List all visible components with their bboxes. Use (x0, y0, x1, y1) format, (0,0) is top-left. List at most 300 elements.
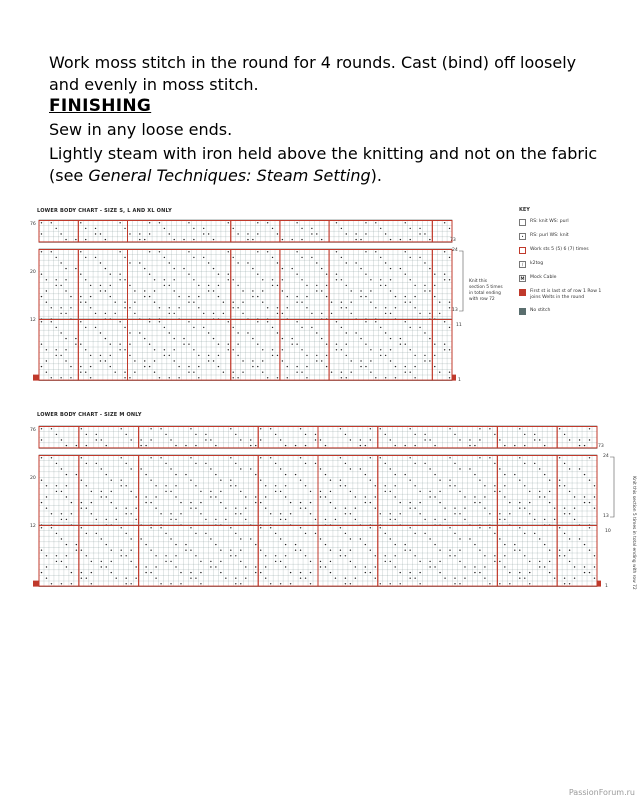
purl-dot (154, 360, 155, 361)
purl-dot (210, 566, 211, 567)
purl-dot (178, 296, 179, 297)
purl-dot (544, 566, 545, 567)
purl-dot (203, 233, 204, 234)
purl-dot (444, 578, 445, 579)
purl-dot (395, 445, 396, 446)
purl-dot (91, 513, 92, 514)
purl-dot (91, 561, 92, 562)
purl-dot (255, 566, 256, 567)
purl-dot (414, 508, 415, 509)
purl-dot (150, 480, 151, 481)
purl-dot (305, 434, 306, 435)
purl-dot (350, 468, 351, 469)
first-stitch-icon (519, 289, 526, 296)
purl-dot (225, 578, 226, 579)
purl-dot (46, 508, 47, 509)
chart-section (39, 249, 452, 322)
purl-dot (449, 228, 450, 229)
purl-dot (594, 485, 595, 486)
purl-dot (434, 355, 435, 356)
purl-dot (345, 555, 346, 556)
purl-dot (159, 321, 160, 322)
purl-dot (260, 457, 261, 458)
purl-dot (594, 496, 595, 497)
purl-dot (215, 496, 216, 497)
purl-dot (218, 274, 219, 275)
purl-dot (584, 496, 585, 497)
purl-dot (509, 572, 510, 573)
purl-dot (400, 268, 401, 269)
purl-dot (149, 321, 150, 322)
purl-dot (277, 313, 278, 314)
purl-dot (390, 279, 391, 280)
purl-dot (159, 377, 160, 378)
watermark: PassionForum.ru (568, 788, 635, 797)
purl-dot (390, 313, 391, 314)
purl-dot (494, 561, 495, 562)
purl-dot (280, 513, 281, 514)
purl-dot (240, 468, 241, 469)
purl-dot (290, 513, 291, 514)
purl-dot (316, 355, 317, 356)
purl-dot (139, 332, 140, 333)
chart2-row-13: 13 (603, 514, 609, 519)
purl-dot (449, 327, 450, 328)
purl-dot (594, 555, 595, 556)
purl-dot (429, 468, 430, 469)
purl-dot (237, 307, 238, 308)
purl-dot (51, 527, 52, 528)
purl-dot (169, 307, 170, 308)
purl-dot (60, 377, 61, 378)
purl-dot (479, 480, 480, 481)
chart1-title: LOWER BODY CHART - SIZE S, L AND XL ONLY (37, 208, 172, 214)
purl-dot (464, 496, 465, 497)
purl-dot (449, 550, 450, 551)
purl-dot (544, 496, 545, 497)
purl-dot (429, 566, 430, 567)
purl-dot (424, 519, 425, 520)
purl-dot (365, 274, 366, 275)
purl-dot (169, 355, 170, 356)
purl-dot (119, 279, 120, 280)
purl-dot (111, 561, 112, 562)
purl-dot (414, 355, 415, 356)
purl-dot (130, 583, 131, 584)
purl-dot (584, 572, 585, 573)
purl-dot (41, 251, 42, 252)
purl-dot (223, 313, 224, 314)
purl-dot (247, 233, 248, 234)
purl-dot (494, 555, 495, 556)
purl-dot (409, 508, 410, 509)
purl-dot (504, 555, 505, 556)
purl-dot (105, 268, 106, 269)
mock-cable-icon: M (520, 276, 525, 281)
purl-dot (434, 519, 435, 520)
purl-dot (400, 513, 401, 514)
purl-dot (444, 508, 445, 509)
purl-dot (395, 296, 396, 297)
purl-dot (355, 578, 356, 579)
purl-dot (410, 239, 411, 240)
purl-dot (265, 508, 266, 509)
purl-dot (414, 366, 415, 367)
purl-dot (121, 457, 122, 458)
purl-dot (237, 332, 238, 333)
purl-dot (65, 349, 66, 350)
purl-dot (190, 572, 191, 573)
purl-dot (579, 468, 580, 469)
purl-dot (434, 274, 435, 275)
purl-dot (449, 527, 450, 528)
purl-dot (524, 578, 525, 579)
purl-dot (145, 502, 146, 503)
purl-dot (237, 344, 238, 345)
purl-dot (449, 555, 450, 556)
purl-dot (242, 360, 243, 361)
purl-dot (61, 538, 62, 539)
purl-dot (320, 538, 321, 539)
purl-dot (233, 327, 234, 328)
purl-dot (240, 550, 241, 551)
purl-dot (46, 290, 47, 291)
purl-dot (564, 583, 565, 584)
purl-dot (170, 583, 171, 584)
purl-dot (235, 578, 236, 579)
purl-dot (85, 228, 86, 229)
purl-dot (195, 463, 196, 464)
purl-dot (115, 313, 116, 314)
purl-dot (60, 262, 61, 263)
purl-dot (469, 538, 470, 539)
purl-dot (277, 233, 278, 234)
purl-dot (385, 285, 386, 286)
purl-dot (81, 527, 82, 528)
purl-dot (228, 321, 229, 322)
purl-dot (310, 502, 311, 503)
purl-dot (351, 302, 352, 303)
purl-dot (296, 344, 297, 345)
purl-dot (145, 572, 146, 573)
purl-dot (479, 502, 480, 503)
first-stitch-marker (33, 581, 39, 587)
purl-dot (579, 445, 580, 446)
purl-dot (56, 355, 57, 356)
purl-dot (395, 307, 396, 308)
purl-dot (265, 578, 266, 579)
purl-dot (449, 372, 450, 373)
purl-dot (296, 251, 297, 252)
purl-dot (424, 355, 425, 356)
purl-dot (252, 360, 253, 361)
purl-dot (459, 561, 460, 562)
purl-dot (85, 239, 86, 240)
purl-dot (267, 222, 268, 223)
purl-dot (262, 349, 263, 350)
purl-dot (140, 439, 141, 440)
purl-dot (439, 491, 440, 492)
purl-dot (169, 377, 170, 378)
purl-dot (380, 527, 381, 528)
purl-dot (355, 496, 356, 497)
purl-dot (519, 480, 520, 481)
purl-dot (265, 555, 266, 556)
purl-dot (252, 296, 253, 297)
purl-dot (213, 268, 214, 269)
purl-dot (144, 366, 145, 367)
purl-dot (150, 572, 151, 573)
purl-dot (90, 296, 91, 297)
purl-dot (311, 257, 312, 258)
purl-dot (479, 439, 480, 440)
purl-dot (305, 578, 306, 579)
purl-dot (429, 290, 430, 291)
purl-dot (549, 502, 550, 503)
purl-dot (340, 457, 341, 458)
purl-dot (41, 572, 42, 573)
key-label: First st is last st of row 1 Row 1 joins Welts in the round (530, 289, 602, 300)
purl-dot (360, 538, 361, 539)
purl-dot (183, 338, 184, 339)
purl-dot (155, 496, 156, 497)
purl-dot (96, 519, 97, 520)
purl-dot (345, 513, 346, 514)
purl-dot (111, 491, 112, 492)
purl-dot (529, 583, 530, 584)
purl-dot (41, 439, 42, 440)
purl-dot (111, 572, 112, 573)
purl-dot (564, 508, 565, 509)
purl-dot (380, 355, 381, 356)
purl-dot (504, 445, 505, 446)
purl-dot (260, 428, 261, 429)
purl-dot (385, 332, 386, 333)
purl-dot (66, 485, 67, 486)
purl-dot (188, 321, 189, 322)
purl-dot (185, 544, 186, 545)
chart1-row-24: 24 (452, 248, 458, 253)
key-label: No stitch (530, 308, 551, 313)
purl-dot (80, 296, 81, 297)
chart2-repeat-bracket (609, 456, 617, 518)
purl-dot (454, 513, 455, 514)
purl-dot (375, 251, 376, 252)
purl-dot (169, 313, 170, 314)
purl-dot (225, 508, 226, 509)
purl-dot (155, 555, 156, 556)
purl-dot (295, 544, 296, 545)
purl-dot (119, 251, 120, 252)
purl-dot (188, 366, 189, 367)
purl-dot (41, 502, 42, 503)
purl-dot (569, 538, 570, 539)
purl-dot (90, 366, 91, 367)
purl-dot (429, 313, 430, 314)
purl-dot (185, 474, 186, 475)
steam-text-2: ). (370, 166, 382, 185)
purl-dot (285, 555, 286, 556)
purl-dot (203, 313, 204, 314)
purl-dot (370, 457, 371, 458)
purl-dot (193, 228, 194, 229)
purl-dot (370, 550, 371, 551)
purl-dot (355, 262, 356, 263)
purl-dot (280, 538, 281, 539)
purl-dot (233, 372, 234, 373)
purl-dot (170, 513, 171, 514)
purl-dot (414, 445, 415, 446)
purl-dot (449, 257, 450, 258)
purl-dot (262, 360, 263, 361)
purl-dot (129, 332, 130, 333)
purl-dot (70, 377, 71, 378)
purl-dot (305, 508, 306, 509)
purl-dot (350, 550, 351, 551)
purl-dot (145, 474, 146, 475)
purl-dot (300, 550, 301, 551)
purl-dot (285, 485, 286, 486)
purl-dot (350, 513, 351, 514)
purl-dot (41, 550, 42, 551)
purl-dot (330, 550, 331, 551)
purl-dot (459, 583, 460, 584)
purl-dot (524, 533, 525, 534)
purl-dot (336, 222, 337, 223)
purl-dot (564, 555, 565, 556)
purl-dot (51, 307, 52, 308)
purl-dot (71, 572, 72, 573)
purl-dot (200, 491, 201, 492)
purl-dot (296, 366, 297, 367)
purl-dot (439, 313, 440, 314)
purl-dot (539, 566, 540, 567)
purl-dot (434, 344, 435, 345)
purl-dot (145, 445, 146, 446)
purl-dot (360, 268, 361, 269)
purl-dot (110, 285, 111, 286)
steam-text-1: Lightly steam with iron held above the knitting and not on the fabric (see (49, 144, 598, 185)
purl-dot (41, 222, 42, 223)
purl-dot (360, 468, 361, 469)
purl-dot (100, 332, 101, 333)
purl-dot (321, 268, 322, 269)
purl-dot (444, 349, 445, 350)
purl-dot (400, 338, 401, 339)
purl-dot (569, 491, 570, 492)
purl-dot (237, 355, 238, 356)
purl-dot (233, 302, 234, 303)
purl-dot (154, 302, 155, 303)
key-label: Mock Cable (530, 275, 557, 280)
purl-dot (395, 377, 396, 378)
purl-dot (405, 222, 406, 223)
purl-dot (311, 327, 312, 328)
purl-dot (429, 239, 430, 240)
purl-dot (140, 445, 141, 446)
purl-dot (345, 508, 346, 509)
purl-dot (345, 485, 346, 486)
purl-dot (504, 474, 505, 475)
purl-dot (365, 496, 366, 497)
purl-dot (119, 222, 120, 223)
purl-dot (311, 233, 312, 234)
purl-dot (139, 262, 140, 263)
purl-dot (149, 344, 150, 345)
purl-dot (301, 279, 302, 280)
purl-dot (336, 274, 337, 275)
key-item-no-stitch (519, 308, 639, 315)
purl-dot (70, 366, 71, 367)
purl-dot (230, 527, 231, 528)
purl-dot (365, 344, 366, 345)
purl-dot (414, 377, 415, 378)
purl-dot (190, 428, 191, 429)
purl-dot (375, 222, 376, 223)
purl-dot (86, 485, 87, 486)
purl-dot (257, 366, 258, 367)
purl-dot (514, 445, 515, 446)
purl-dot (86, 508, 87, 509)
purl-dot (135, 578, 136, 579)
purl-dot (260, 550, 261, 551)
purl-dot (135, 508, 136, 509)
purl-dot (360, 366, 361, 367)
purl-dot (210, 561, 211, 562)
purl-dot (589, 527, 590, 528)
purl-dot (125, 583, 126, 584)
purl-dot (424, 233, 425, 234)
purl-dot (225, 519, 226, 520)
purl-dot (96, 439, 97, 440)
purl-dot (240, 583, 241, 584)
chart1-row-12: 12 (30, 318, 36, 323)
purl-dot (355, 332, 356, 333)
purl-dot (484, 496, 485, 497)
purl-dot (230, 480, 231, 481)
purl-dot (272, 327, 273, 328)
purl-dot (296, 222, 297, 223)
purl-dot (250, 439, 251, 440)
chart1-note-line: Knit this (469, 279, 488, 284)
purl-dot (65, 338, 66, 339)
purl-dot (200, 561, 201, 562)
purl-dot (174, 290, 175, 291)
purl-dot (326, 296, 327, 297)
key-label: Work sts 5 (5) 6 (7) times (530, 247, 589, 252)
purl-dot (46, 372, 47, 373)
purl-dot (124, 228, 125, 229)
purl-dot (390, 513, 391, 514)
purl-dot (105, 338, 106, 339)
purl-dot (282, 239, 283, 240)
purl-dot (390, 338, 391, 339)
purl-dot (165, 485, 166, 486)
purl-dot (355, 519, 356, 520)
instruction-loose-ends: Sew in any loose ends. (49, 120, 233, 139)
purl-dot (444, 274, 445, 275)
purl-dot (70, 296, 71, 297)
purl-dot (414, 555, 415, 556)
purl-dot (584, 502, 585, 503)
purl-dot (101, 538, 102, 539)
purl-dot (75, 268, 76, 269)
purl-dot (355, 233, 356, 234)
purl-dot (228, 222, 229, 223)
purl-dot (400, 572, 401, 573)
purl-dot (61, 583, 62, 584)
purl-dot (419, 233, 420, 234)
